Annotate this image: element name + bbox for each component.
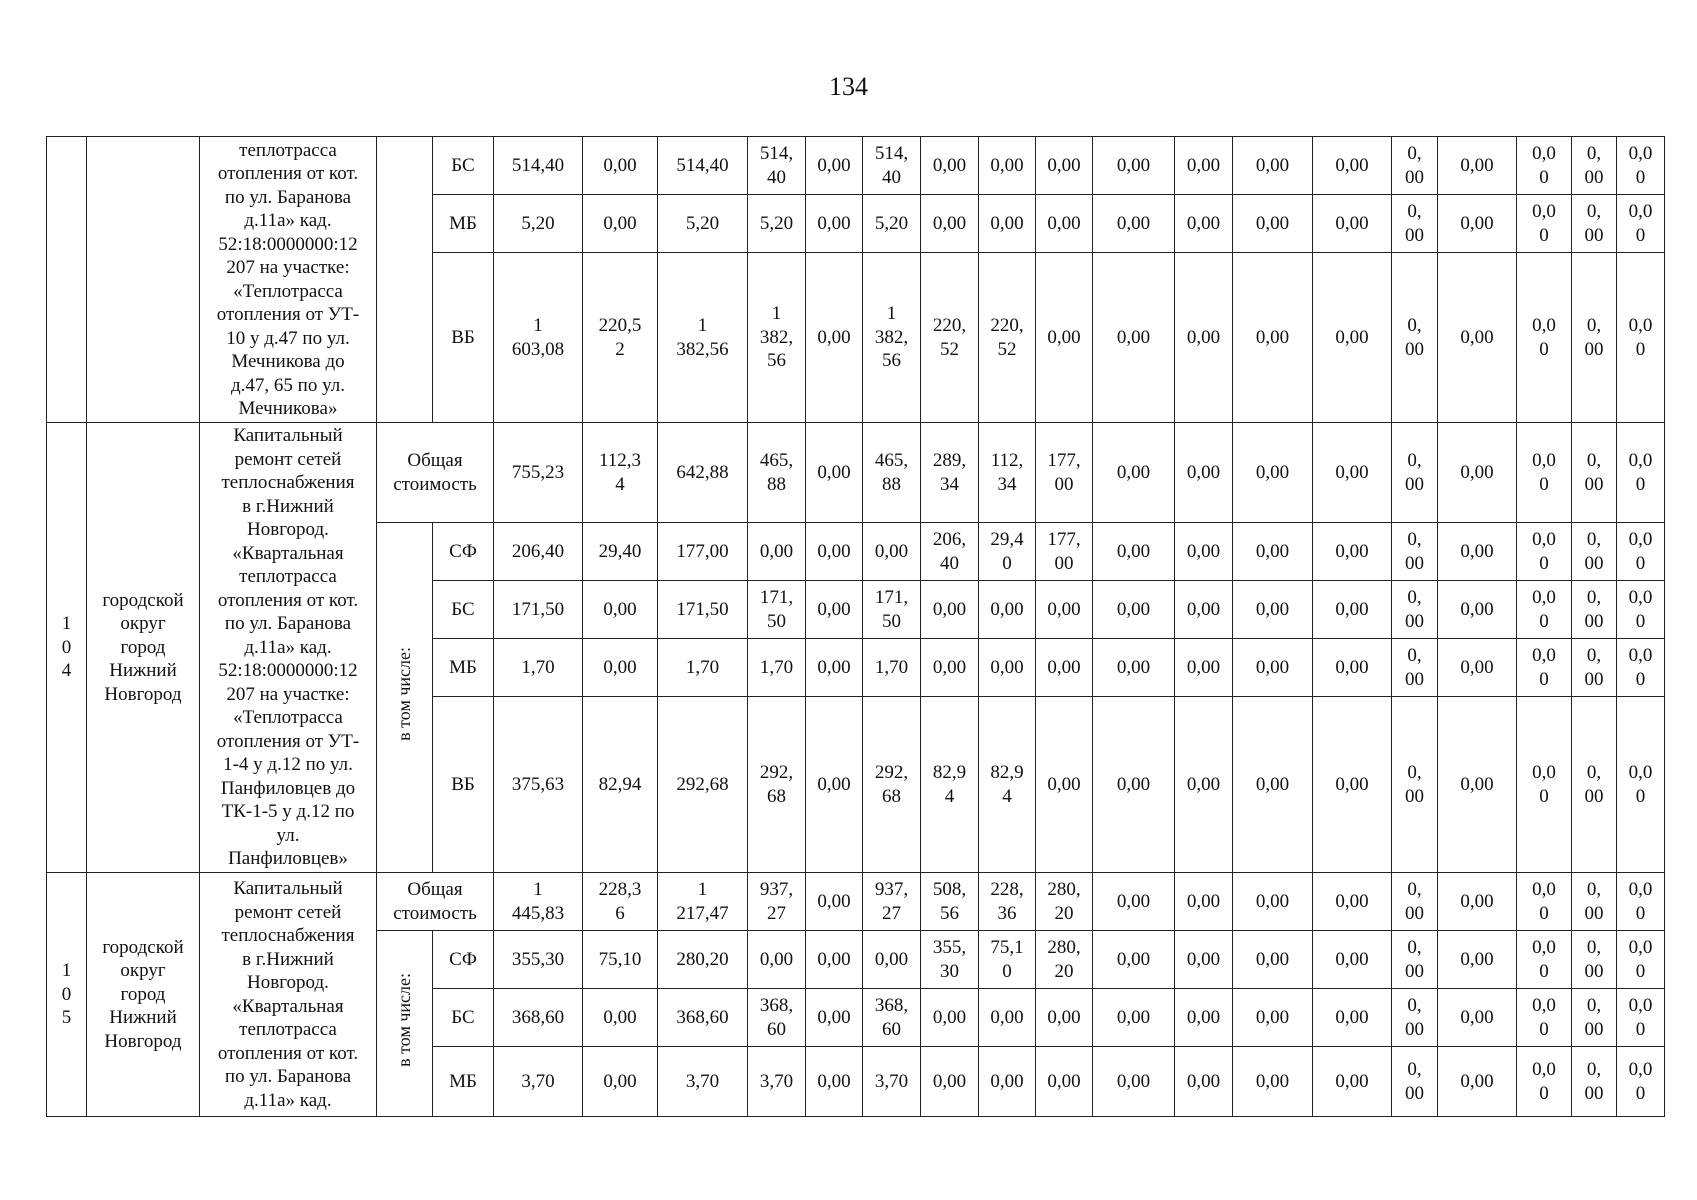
- value-cell: 0,00: [806, 195, 863, 253]
- value-cell: 0,00: [1036, 697, 1093, 873]
- value-cell: 0, 00: [1572, 697, 1617, 873]
- municipality-cell: [87, 137, 200, 423]
- value-cell: 0,00: [921, 581, 979, 639]
- value-cell: 368, 60: [863, 989, 921, 1047]
- funding-source-cell: СФ: [433, 931, 494, 989]
- value-cell: 0,00: [979, 1047, 1036, 1117]
- table-body: [47, 137, 1665, 1117]
- value-cell: 0, 00: [1572, 195, 1617, 253]
- funding-source-cell: СФ: [433, 523, 494, 581]
- value-cell: 0,00: [1438, 989, 1517, 1047]
- value-cell: 755,23: [494, 423, 583, 523]
- value-cell: 0, 00: [1392, 697, 1438, 873]
- value-cell: 0,00: [806, 581, 863, 639]
- value-cell: 0,0 0: [1617, 639, 1665, 697]
- value-cell: 0,00: [1313, 931, 1392, 989]
- value-cell: 937, 27: [748, 873, 806, 931]
- value-cell: 0, 00: [1392, 523, 1438, 581]
- value-cell: 0,0 0: [1517, 523, 1572, 581]
- value-cell: 0,0 0: [1617, 873, 1665, 931]
- including-cell: [377, 931, 433, 1117]
- value-cell: 112, 34: [979, 423, 1036, 523]
- value-cell: 0,00: [979, 639, 1036, 697]
- table-row: [47, 873, 1665, 931]
- value-cell: 177, 00: [1036, 423, 1093, 523]
- value-cell: 292,68: [658, 697, 748, 873]
- value-cell: 0, 00: [1572, 523, 1617, 581]
- value-cell: 0,00: [1313, 873, 1392, 931]
- value-cell: 228,3 6: [583, 873, 658, 931]
- value-cell: 171,50: [494, 581, 583, 639]
- value-cell: 0,00: [1093, 523, 1175, 581]
- value-cell: 0,00: [1175, 931, 1233, 989]
- value-cell: 1,70: [748, 639, 806, 697]
- value-cell: 0, 00: [1572, 873, 1617, 931]
- value-cell: 0,00: [1175, 873, 1233, 931]
- value-cell: 0,00: [1233, 195, 1313, 253]
- value-cell: 0,00: [806, 1047, 863, 1117]
- value-cell: 206, 40: [921, 523, 979, 581]
- value-cell: 0,00: [1313, 423, 1392, 523]
- value-cell: 0,0 0: [1517, 137, 1572, 195]
- value-cell: 0,0 0: [1617, 195, 1665, 253]
- value-cell: 5,20: [494, 195, 583, 253]
- value-cell: 0,00: [1093, 989, 1175, 1047]
- value-cell: 0,00: [921, 195, 979, 253]
- value-cell: 280, 20: [1036, 873, 1093, 931]
- value-cell: 171, 50: [863, 581, 921, 639]
- value-cell: 82,9 4: [979, 697, 1036, 873]
- value-cell: 0,00: [1438, 137, 1517, 195]
- including-cell: [377, 137, 433, 423]
- value-cell: 0,0 0: [1517, 1047, 1572, 1117]
- value-cell: 220, 52: [921, 253, 979, 423]
- value-cell: 82,94: [583, 697, 658, 873]
- value-cell: 0,00: [1313, 989, 1392, 1047]
- value-cell: 0,00: [1438, 1047, 1517, 1117]
- value-cell: 0,00: [1233, 137, 1313, 195]
- value-cell: 0, 00: [1572, 423, 1617, 523]
- value-cell: 280,20: [658, 931, 748, 989]
- value-cell: 1 603,08: [494, 253, 583, 423]
- value-cell: 368,60: [494, 989, 583, 1047]
- value-cell: 514,40: [658, 137, 748, 195]
- value-cell: 0,00: [1313, 523, 1392, 581]
- value-cell: 0,00: [1093, 423, 1175, 523]
- value-cell: 82,9 4: [921, 697, 979, 873]
- value-cell: 289, 34: [921, 423, 979, 523]
- value-cell: 514, 40: [748, 137, 806, 195]
- value-cell: 0,00: [1313, 195, 1392, 253]
- value-cell: 5,20: [748, 195, 806, 253]
- including-label: в том числе:: [393, 647, 414, 742]
- value-cell: 0,00: [1313, 137, 1392, 195]
- value-cell: 3,70: [658, 1047, 748, 1117]
- value-cell: 0,0 0: [1517, 253, 1572, 423]
- value-cell: 0,00: [583, 137, 658, 195]
- value-cell: 0,00: [1233, 639, 1313, 697]
- value-cell: 1 217,47: [658, 873, 748, 931]
- value-cell: 1 382,56: [658, 253, 748, 423]
- value-cell: 0,00: [1438, 873, 1517, 931]
- value-cell: 0,00: [1438, 423, 1517, 523]
- value-cell: 0,00: [979, 581, 1036, 639]
- value-cell: 0,00: [1036, 1047, 1093, 1117]
- value-cell: 177,00: [658, 523, 748, 581]
- value-cell: 0,0 0: [1517, 423, 1572, 523]
- value-cell: 0,00: [806, 423, 863, 523]
- value-cell: 0,00: [806, 931, 863, 989]
- value-cell: 0,00: [1175, 195, 1233, 253]
- value-cell: 75,10: [583, 931, 658, 989]
- value-cell: 0,00: [583, 1047, 658, 1117]
- value-cell: 0,00: [583, 989, 658, 1047]
- value-cell: 1,70: [494, 639, 583, 697]
- value-cell: 0,00: [1093, 581, 1175, 639]
- funding-source-cell: ВБ: [433, 697, 494, 873]
- value-cell: 0,00: [1175, 989, 1233, 1047]
- value-cell: 0,0 0: [1617, 931, 1665, 989]
- value-cell: 0,00: [748, 931, 806, 989]
- value-cell: 220, 52: [979, 253, 1036, 423]
- value-cell: 112,3 4: [583, 423, 658, 523]
- value-cell: 0,00: [1093, 195, 1175, 253]
- value-cell: 0,00: [1438, 253, 1517, 423]
- value-cell: 0,0 0: [1517, 639, 1572, 697]
- value-cell: 0,00: [1233, 989, 1313, 1047]
- value-cell: 0,00: [1233, 1047, 1313, 1117]
- value-cell: 0,00: [1093, 639, 1175, 697]
- value-cell: 0,00: [1093, 931, 1175, 989]
- value-cell: 0,00: [1233, 873, 1313, 931]
- funding-source-cell: МБ: [433, 1047, 494, 1117]
- value-cell: 3,70: [863, 1047, 921, 1117]
- value-cell: 0,00: [1036, 253, 1093, 423]
- value-cell: 0,00: [806, 523, 863, 581]
- value-cell: 0, 00: [1572, 639, 1617, 697]
- value-cell: 0,00: [806, 697, 863, 873]
- value-cell: 0,00: [1093, 137, 1175, 195]
- value-cell: 0,00: [863, 523, 921, 581]
- value-cell: 1,70: [658, 639, 748, 697]
- value-cell: 0,00: [979, 195, 1036, 253]
- value-cell: 3,70: [494, 1047, 583, 1117]
- value-cell: 0,00: [1093, 873, 1175, 931]
- value-cell: 355, 30: [921, 931, 979, 989]
- value-cell: 0,0 0: [1617, 989, 1665, 1047]
- value-cell: 0,0 0: [1617, 137, 1665, 195]
- value-cell: 0,00: [921, 989, 979, 1047]
- value-cell: 0,00: [583, 195, 658, 253]
- value-cell: 1,70: [863, 639, 921, 697]
- value-cell: 0,00: [1313, 581, 1392, 639]
- funding-source-cell: БС: [433, 581, 494, 639]
- value-cell: 0,00: [979, 989, 1036, 1047]
- value-cell: 171,50: [658, 581, 748, 639]
- value-cell: 375,63: [494, 697, 583, 873]
- value-cell: 292, 68: [863, 697, 921, 873]
- value-cell: 0,00: [1233, 423, 1313, 523]
- value-cell: 465, 88: [748, 423, 806, 523]
- value-cell: 0,00: [1036, 639, 1093, 697]
- value-cell: 0,00: [583, 639, 658, 697]
- funding-source-cell: ВБ: [433, 253, 494, 423]
- value-cell: 0,00: [1175, 253, 1233, 423]
- object-name-cell: Капитальный ремонт сетей теплоснабжения в г.Нижний Новгород. «Квартальная теплотрасса отопления от кот. по ул. Баранова д.11а» кад. 52:18:0000000:12 207 на участке: «Теплотрасса отопления от УТ- 1-4 у д.12 по ул. Панфиловцев до ТК-1-5 у д.12 по ул. Панфиловцев»: [200, 423, 377, 873]
- value-cell: 0,00: [1175, 581, 1233, 639]
- value-cell: 0, 00: [1572, 581, 1617, 639]
- value-cell: 3,70: [748, 1047, 806, 1117]
- value-cell: 75,1 0: [979, 931, 1036, 989]
- value-cell: 0,0 0: [1517, 581, 1572, 639]
- value-cell: 0,00: [1036, 137, 1093, 195]
- value-cell: 0, 00: [1572, 931, 1617, 989]
- value-cell: 0, 00: [1392, 253, 1438, 423]
- row-number-cell: 1 0 5: [47, 873, 87, 1117]
- value-cell: 1 382, 56: [748, 253, 806, 423]
- value-cell: 0,00: [1093, 697, 1175, 873]
- value-cell: 0,0 0: [1617, 581, 1665, 639]
- value-cell: 177, 00: [1036, 523, 1093, 581]
- value-cell: 0,00: [1438, 523, 1517, 581]
- value-cell: 0,00: [1093, 1047, 1175, 1117]
- row-number-cell: 1 0 4: [47, 423, 87, 873]
- value-cell: 0,00: [921, 137, 979, 195]
- value-cell: 0,00: [806, 873, 863, 931]
- value-cell: 0,00: [806, 253, 863, 423]
- value-cell: 508, 56: [921, 873, 979, 931]
- budget-table: [46, 136, 1665, 1117]
- value-cell: 29,40: [583, 523, 658, 581]
- table-row: [47, 137, 1665, 195]
- value-cell: 0, 00: [1392, 1047, 1438, 1117]
- value-cell: 220,5 2: [583, 253, 658, 423]
- value-cell: 0, 00: [1392, 873, 1438, 931]
- row-number-cell: [47, 137, 87, 423]
- municipality-cell: городской округ город Нижний Новгород: [87, 423, 200, 873]
- value-cell: 0,00: [806, 639, 863, 697]
- value-cell: 937, 27: [863, 873, 921, 931]
- value-cell: 228, 36: [979, 873, 1036, 931]
- value-cell: 0,00: [1313, 253, 1392, 423]
- value-cell: 5,20: [863, 195, 921, 253]
- value-cell: 0,00: [1438, 931, 1517, 989]
- value-cell: 0,00: [1175, 137, 1233, 195]
- value-cell: 0,00: [1313, 639, 1392, 697]
- value-cell: 0, 00: [1572, 137, 1617, 195]
- value-cell: 1 445,83: [494, 873, 583, 931]
- value-cell: 0, 00: [1392, 639, 1438, 697]
- value-cell: 0,00: [1175, 423, 1233, 523]
- value-cell: 206,40: [494, 523, 583, 581]
- value-cell: 280, 20: [1036, 931, 1093, 989]
- value-cell: 465, 88: [863, 423, 921, 523]
- value-cell: 292, 68: [748, 697, 806, 873]
- value-cell: 0,0 0: [1517, 931, 1572, 989]
- total-cost-label: Общая стоимость: [377, 423, 494, 523]
- value-cell: 0,00: [921, 639, 979, 697]
- value-cell: 0,00: [1093, 253, 1175, 423]
- value-cell: 0,0 0: [1517, 195, 1572, 253]
- funding-source-cell: МБ: [433, 195, 494, 253]
- value-cell: 0, 00: [1392, 581, 1438, 639]
- value-cell: 0,00: [1438, 195, 1517, 253]
- value-cell: 0,00: [748, 523, 806, 581]
- municipality-cell: городской округ город Нижний Новгород: [87, 873, 200, 1117]
- value-cell: 0,00: [1438, 639, 1517, 697]
- value-cell: 0, 00: [1392, 423, 1438, 523]
- value-cell: 0,00: [1313, 697, 1392, 873]
- value-cell: 0, 00: [1392, 195, 1438, 253]
- value-cell: 0,00: [806, 137, 863, 195]
- value-cell: 0,00: [1438, 697, 1517, 873]
- value-cell: 0,00: [1036, 989, 1093, 1047]
- value-cell: 0,00: [921, 1047, 979, 1117]
- value-cell: 1 382, 56: [863, 253, 921, 423]
- value-cell: 514, 40: [863, 137, 921, 195]
- including-label: в том числе:: [393, 973, 414, 1068]
- value-cell: 0,00: [1233, 581, 1313, 639]
- value-cell: 0,0 0: [1517, 989, 1572, 1047]
- value-cell: 0, 00: [1392, 137, 1438, 195]
- funding-source-cell: МБ: [433, 639, 494, 697]
- value-cell: 0,0 0: [1617, 1047, 1665, 1117]
- total-cost-label: Общая стоимость: [377, 873, 494, 931]
- funding-source-cell: БС: [433, 137, 494, 195]
- value-cell: 0,00: [1233, 697, 1313, 873]
- value-cell: 0, 00: [1572, 253, 1617, 423]
- value-cell: 368,60: [658, 989, 748, 1047]
- value-cell: 0,00: [1233, 931, 1313, 989]
- page-number: 134: [829, 72, 868, 101]
- including-cell: [377, 523, 433, 873]
- value-cell: 0,00: [1313, 1047, 1392, 1117]
- value-cell: 0,00: [1175, 697, 1233, 873]
- value-cell: 0,00: [1175, 523, 1233, 581]
- value-cell: 368, 60: [748, 989, 806, 1047]
- value-cell: 0,00: [806, 989, 863, 1047]
- value-cell: 0,00: [1175, 639, 1233, 697]
- value-cell: 0,00: [1175, 1047, 1233, 1117]
- funding-source-cell: БС: [433, 989, 494, 1047]
- value-cell: 0,00: [1036, 195, 1093, 253]
- value-cell: 0,0 0: [1617, 523, 1665, 581]
- value-cell: 0, 00: [1392, 989, 1438, 1047]
- value-cell: 0,0 0: [1517, 697, 1572, 873]
- value-cell: 0, 00: [1572, 989, 1617, 1047]
- value-cell: 0,00: [1233, 523, 1313, 581]
- value-cell: 0,00: [1438, 581, 1517, 639]
- value-cell: 171, 50: [748, 581, 806, 639]
- value-cell: 0,0 0: [1617, 697, 1665, 873]
- value-cell: 29,4 0: [979, 523, 1036, 581]
- value-cell: 0,0 0: [1617, 253, 1665, 423]
- value-cell: 0,00: [1233, 253, 1313, 423]
- value-cell: 0,00: [863, 931, 921, 989]
- value-cell: 0,0 0: [1517, 873, 1572, 931]
- value-cell: 0,00: [1036, 581, 1093, 639]
- value-cell: 514,40: [494, 137, 583, 195]
- table-row: [47, 423, 1665, 523]
- object-name-cell: теплотрасса отопления от кот. по ул. Баранова д.11а» кад. 52:18:0000000:12 207 на участке: «Теплотрасса отопления от УТ- 10 у д.47 по ул. Мечникова до д.47, 65 по ул. Мечникова»: [200, 137, 377, 423]
- value-cell: 0, 00: [1572, 1047, 1617, 1117]
- value-cell: 355,30: [494, 931, 583, 989]
- value-cell: 0,00: [583, 581, 658, 639]
- value-cell: 642,88: [658, 423, 748, 523]
- value-cell: 0,00: [979, 137, 1036, 195]
- object-name-cell: Капитальный ремонт сетей теплоснабжения в г.Нижний Новгород. «Квартальная теплотрасса отопления от кот. по ул. Баранова д.11а» кад.: [200, 873, 377, 1117]
- value-cell: 0, 00: [1392, 931, 1438, 989]
- value-cell: 0,0 0: [1617, 423, 1665, 523]
- value-cell: 5,20: [658, 195, 748, 253]
